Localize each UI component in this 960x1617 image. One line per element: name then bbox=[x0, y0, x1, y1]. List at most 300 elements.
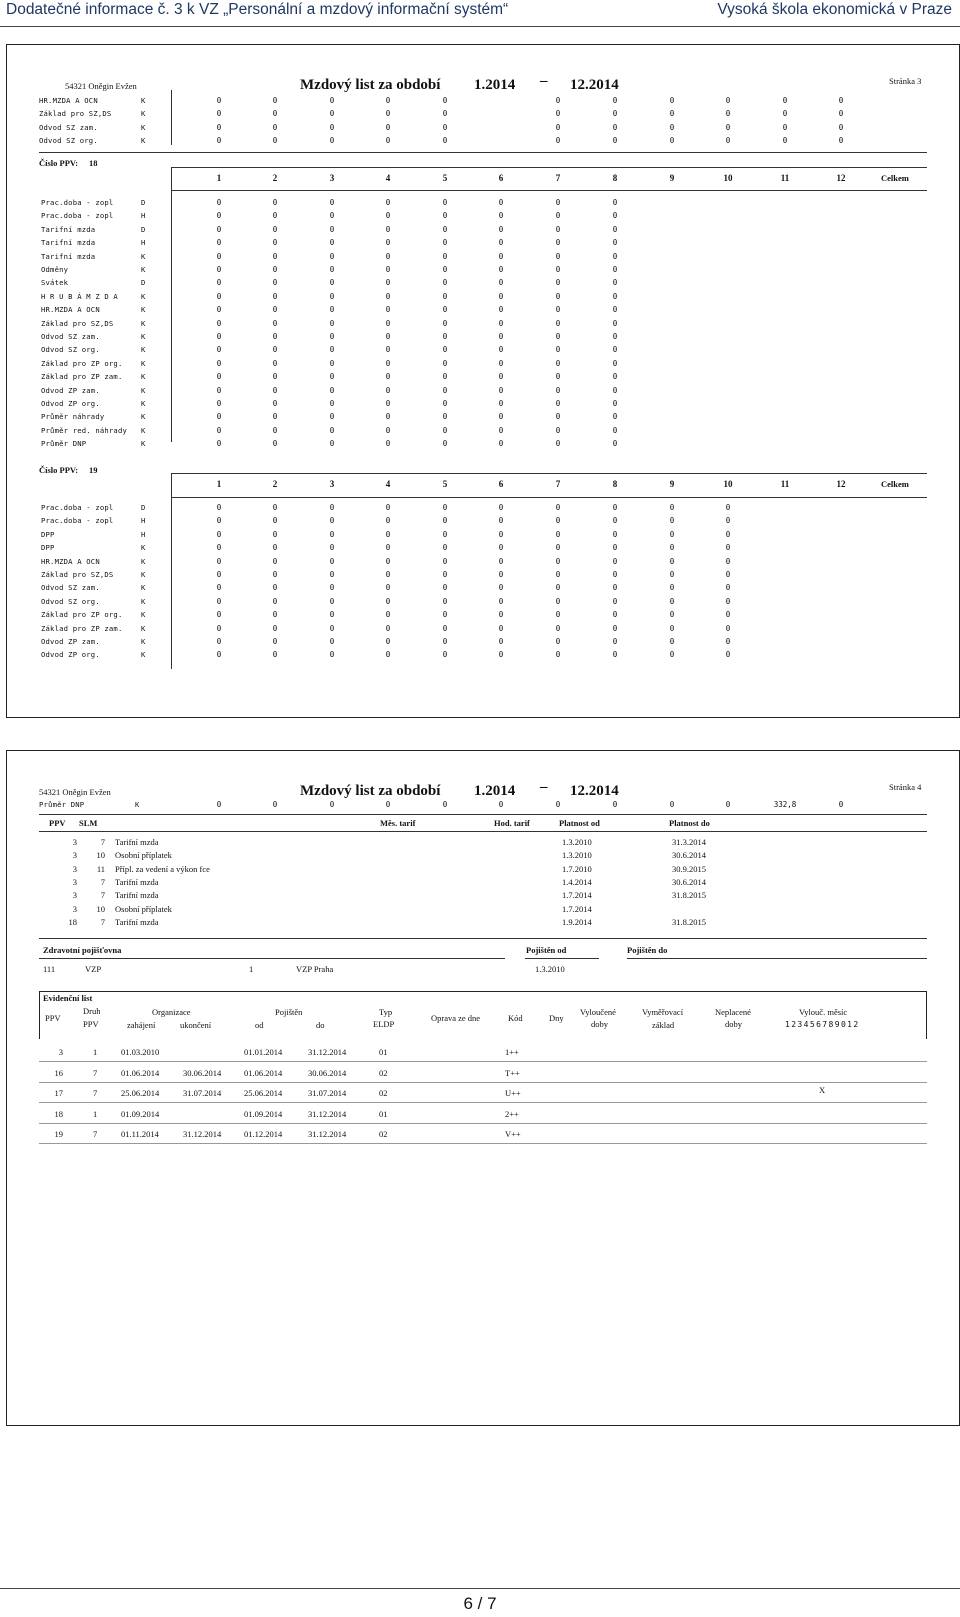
footer-line bbox=[0, 1588, 960, 1589]
row-value: 0 bbox=[612, 345, 618, 355]
row-value: 0 bbox=[612, 96, 618, 105]
row-value: 0 bbox=[612, 109, 618, 119]
row-value: 0 bbox=[329, 318, 335, 328]
tariff-slm: 7 bbox=[100, 837, 105, 847]
row-value: 0 bbox=[498, 412, 504, 422]
row-value: 0 bbox=[669, 800, 675, 809]
row-value: 0 bbox=[216, 238, 222, 248]
row-label: Průměr red. náhrady bbox=[41, 425, 128, 435]
row-value: 0 bbox=[555, 412, 561, 422]
row-code: K bbox=[141, 570, 146, 579]
evid-start: 01.06.2014 bbox=[121, 1067, 160, 1078]
row-value: 0 bbox=[216, 211, 222, 221]
row-value: 0 bbox=[612, 358, 618, 368]
row-value: 0 bbox=[329, 211, 335, 221]
insurance-from: 1.3.2010 bbox=[535, 964, 565, 974]
row-value: 0 bbox=[555, 556, 561, 566]
row-code: K bbox=[141, 543, 146, 553]
evid-mark: X bbox=[819, 1085, 826, 1095]
row-value: 0 bbox=[442, 238, 448, 248]
month-number: 6 bbox=[498, 173, 504, 183]
tariff-to: 31.8.2015 bbox=[672, 890, 706, 901]
row-value: 0 bbox=[725, 610, 731, 620]
row-value: 0 bbox=[725, 529, 731, 539]
row-value: 0 bbox=[216, 570, 222, 579]
row-value: 0 bbox=[385, 224, 391, 234]
row-value: 0 bbox=[555, 385, 561, 395]
row-value: 0 bbox=[385, 136, 391, 146]
tariff-from: 1.4.2014 bbox=[562, 876, 592, 887]
evid-start: 25.06.2014 bbox=[121, 1088, 160, 1098]
row-label: Tarifní mzda bbox=[41, 238, 96, 248]
row-value: 0 bbox=[612, 623, 618, 633]
insurance-num: 1 bbox=[249, 964, 254, 974]
evid-eldp: 02 bbox=[379, 1088, 388, 1098]
row-value: 0 bbox=[442, 529, 448, 539]
row-value: 0 bbox=[498, 198, 504, 207]
evid-h-eldp: ELDP bbox=[373, 1019, 395, 1029]
evid-title: Evidenční list bbox=[43, 993, 93, 1003]
row-value: 0 bbox=[385, 529, 391, 539]
row-value: 0 bbox=[385, 109, 391, 119]
evid-h-from: od bbox=[255, 1020, 264, 1030]
month-number: 6 bbox=[498, 479, 504, 489]
row-code: K bbox=[141, 637, 146, 646]
row-code: K bbox=[141, 556, 146, 566]
row-value: 0 bbox=[216, 136, 222, 146]
evid-start: 01.09.2014 bbox=[121, 1108, 160, 1119]
row-label: Odvod SZ zam. bbox=[41, 583, 100, 593]
row-value: 0 bbox=[669, 556, 675, 566]
row-value: 0 bbox=[612, 596, 618, 606]
row-value: 0 bbox=[329, 96, 335, 105]
row-value: 0 bbox=[385, 251, 391, 261]
row-value: 0 bbox=[385, 278, 391, 288]
row-value: 0 bbox=[272, 583, 278, 593]
row-value: 0 bbox=[216, 556, 222, 566]
row-value: 0 bbox=[669, 503, 675, 512]
row-value: 0 bbox=[498, 251, 504, 261]
row-value: 0 bbox=[555, 610, 561, 620]
row-value: 0 bbox=[329, 529, 335, 539]
row-value: 0 bbox=[442, 291, 448, 301]
row-value: 0 bbox=[385, 516, 391, 526]
row-value: 0 bbox=[498, 529, 504, 539]
row-value: 0 bbox=[555, 516, 561, 526]
row-value: 0 bbox=[385, 265, 391, 274]
row-code: K bbox=[141, 623, 146, 633]
row-value: 0 bbox=[838, 136, 844, 146]
row-label: Základ pro SZ,DS bbox=[41, 570, 114, 579]
row-value: 0 bbox=[442, 109, 448, 119]
row-value: 0 bbox=[272, 318, 278, 328]
row-value: 0 bbox=[329, 251, 335, 261]
row-code: H bbox=[141, 211, 146, 221]
tariff-name: Tarifní mzda bbox=[115, 916, 159, 927]
row-value: 0 bbox=[272, 800, 278, 809]
row-label: Základ pro ZP org. bbox=[41, 358, 123, 368]
tariff-header-ppv: PPV bbox=[49, 818, 66, 828]
evid-row-line bbox=[39, 1143, 927, 1144]
row-label: Odvod SZ org. bbox=[39, 136, 98, 146]
row-value: 0 bbox=[272, 610, 278, 620]
month-number: 9 bbox=[669, 479, 675, 489]
row-value: 0 bbox=[555, 238, 561, 248]
insurance-header-name: Zdravotní pojišťovna bbox=[43, 945, 122, 955]
row-value: 0 bbox=[498, 516, 504, 526]
row-value: 0 bbox=[442, 305, 448, 315]
row-value: 0 bbox=[442, 251, 448, 261]
row-value: 0 bbox=[329, 556, 335, 566]
month-number: 5 bbox=[442, 173, 448, 183]
row-value: 332,8 bbox=[773, 800, 797, 809]
row-value: 0 bbox=[385, 800, 391, 809]
row-value: 0 bbox=[272, 96, 278, 105]
row-code: K bbox=[141, 425, 146, 435]
row-value: 0 bbox=[612, 516, 618, 526]
row-value: 0 bbox=[725, 596, 731, 606]
row-value: 0 bbox=[725, 109, 731, 119]
section-line bbox=[39, 814, 927, 815]
row-value: 0 bbox=[442, 399, 448, 408]
row-value: 0 bbox=[442, 583, 448, 593]
section-line bbox=[39, 958, 505, 959]
row-value: 0 bbox=[442, 224, 448, 234]
evid-code: 1++ bbox=[505, 1047, 519, 1057]
row-value: 0 bbox=[498, 399, 504, 408]
tariff-ppv: 3 bbox=[72, 903, 77, 914]
row-value: 0 bbox=[498, 556, 504, 566]
row-value: 0 bbox=[272, 198, 278, 207]
row-value: 0 bbox=[329, 503, 335, 512]
row-code: K bbox=[141, 372, 146, 382]
evid-from: 01.01.2014 bbox=[244, 1047, 283, 1057]
row-value: 0 bbox=[385, 291, 391, 301]
row-value: 0 bbox=[272, 385, 278, 395]
row-value: 0 bbox=[329, 265, 335, 274]
row-value: 0 bbox=[442, 122, 448, 132]
row-value: 0 bbox=[555, 251, 561, 261]
row-label: Odvod ZP org. bbox=[41, 399, 100, 408]
month-number: 4 bbox=[385, 479, 391, 489]
row-value: 0 bbox=[272, 503, 278, 512]
row-value: 0 bbox=[216, 372, 222, 382]
evid-row-line bbox=[39, 1061, 927, 1062]
row-value: 0 bbox=[385, 372, 391, 382]
tariff-slm: 7 bbox=[100, 916, 105, 927]
row-code: K bbox=[141, 318, 146, 328]
row-value: 0 bbox=[498, 623, 504, 633]
tariff-name: Přípl. za vedení a výkon fce bbox=[115, 863, 210, 874]
row-value: 0 bbox=[498, 503, 504, 512]
row-value: 0 bbox=[782, 109, 788, 119]
insurance-short: VZP bbox=[85, 964, 102, 974]
row-value: 0 bbox=[329, 637, 335, 646]
row-value: 0 bbox=[555, 265, 561, 274]
row-code: D bbox=[141, 503, 146, 512]
row-value: 0 bbox=[442, 385, 448, 395]
row-value: 0 bbox=[385, 198, 391, 207]
evid-code: U++ bbox=[505, 1088, 521, 1098]
row-value: 0 bbox=[725, 556, 731, 566]
row-value: 0 bbox=[725, 543, 731, 553]
row-value: 0 bbox=[216, 332, 222, 341]
evid-type: 7 bbox=[93, 1067, 98, 1078]
row-value: 0 bbox=[498, 318, 504, 328]
sheet-title: Mzdový list za období bbox=[300, 77, 441, 93]
evid-type: 1 bbox=[93, 1108, 98, 1119]
row-value: 0 bbox=[498, 439, 504, 449]
row-value: 0 bbox=[216, 198, 222, 207]
row-value: 0 bbox=[498, 332, 504, 341]
row-label: Prac.doba - zopl bbox=[41, 211, 114, 221]
period-from: 1.2014 bbox=[474, 783, 516, 799]
row-value: 0 bbox=[385, 345, 391, 355]
period-dash: – bbox=[540, 779, 548, 795]
evid-h-druh2: PPV bbox=[83, 1019, 99, 1029]
row-label: Základ pro ZP zam. bbox=[41, 372, 123, 382]
column-divider bbox=[171, 90, 172, 145]
row-value: 0 bbox=[329, 650, 335, 660]
evid-h-to: do bbox=[316, 1020, 325, 1030]
section-line bbox=[171, 167, 927, 168]
evid-h-correction: Oprava ze dne bbox=[431, 1013, 481, 1023]
evid-type: 7 bbox=[93, 1129, 98, 1139]
row-value: 0 bbox=[612, 332, 618, 341]
row-value: 0 bbox=[555, 439, 561, 449]
row-value: 0 bbox=[555, 570, 561, 579]
row-code: K bbox=[141, 122, 146, 132]
row-value: 0 bbox=[329, 543, 335, 553]
row-value: 0 bbox=[498, 596, 504, 606]
row-value: 0 bbox=[216, 543, 222, 553]
row-value: 0 bbox=[272, 570, 278, 579]
row-value: 0 bbox=[612, 305, 618, 315]
row-value: 0 bbox=[612, 251, 618, 261]
row-value: 0 bbox=[385, 358, 391, 368]
evid-type: 7 bbox=[93, 1088, 98, 1098]
row-code: H bbox=[141, 238, 146, 248]
row-code: K bbox=[141, 610, 146, 620]
row-value: 0 bbox=[442, 623, 448, 633]
row-value: 0 bbox=[725, 570, 731, 579]
row-value: 0 bbox=[329, 122, 335, 132]
section-line bbox=[171, 473, 927, 474]
evid-ppv: 19 bbox=[54, 1129, 63, 1139]
row-value: 0 bbox=[498, 305, 504, 315]
row-label: HR.MZDA A OCN bbox=[41, 305, 100, 315]
row-label: Prac.doba - zopl bbox=[41, 503, 114, 512]
row-value: 0 bbox=[555, 291, 561, 301]
row-code: K bbox=[141, 96, 146, 105]
row-value: 0 bbox=[669, 596, 675, 606]
row-value: 0 bbox=[725, 96, 731, 105]
row-code: D bbox=[141, 198, 146, 207]
row-value: 0 bbox=[612, 224, 618, 234]
evid-h-days: Dny bbox=[549, 1013, 564, 1023]
row-value: 0 bbox=[442, 570, 448, 579]
row-value: 0 bbox=[498, 224, 504, 234]
evid-eldp: 02 bbox=[379, 1129, 388, 1139]
month-number: 8 bbox=[612, 479, 618, 489]
evid-from: 01.09.2014 bbox=[244, 1108, 283, 1119]
row-value: 0 bbox=[612, 412, 618, 422]
tariff-from: 1.3.2010 bbox=[562, 850, 592, 861]
tariff-name: Osobní příplatek bbox=[115, 850, 172, 861]
row-value: 0 bbox=[555, 399, 561, 408]
row-value: 0 bbox=[329, 610, 335, 620]
row-value: 0 bbox=[385, 385, 391, 395]
row-value: 0 bbox=[385, 238, 391, 248]
page-number: 6 / 7 bbox=[463, 1594, 497, 1613]
row-value: 0 bbox=[216, 345, 222, 355]
month-number: 12 bbox=[836, 173, 846, 183]
tariff-from: 1.9.2014 bbox=[562, 916, 592, 927]
row-value: 0 bbox=[498, 278, 504, 288]
evid-h-excluded: Vyloučené bbox=[580, 1007, 616, 1017]
row-value: 0 bbox=[555, 224, 561, 234]
row-value: 0 bbox=[669, 583, 675, 593]
section-line bbox=[525, 958, 599, 959]
row-label: Prac.doba - zopl bbox=[41, 198, 114, 207]
row-value: 0 bbox=[216, 305, 222, 315]
row-value: 0 bbox=[498, 385, 504, 395]
evid-h-unpaid: Neplacené bbox=[715, 1007, 751, 1017]
row-value: 0 bbox=[612, 238, 618, 248]
row-value: 0 bbox=[498, 358, 504, 368]
row-value: 0 bbox=[442, 96, 448, 105]
evid-to: 31.07.2014 bbox=[308, 1088, 347, 1098]
row-value: 0 bbox=[498, 265, 504, 274]
insurance-code: 111 bbox=[43, 964, 56, 974]
section-line bbox=[171, 497, 927, 498]
row-value: 0 bbox=[442, 332, 448, 341]
evid-to: 31.12.2014 bbox=[308, 1108, 347, 1119]
row-value: 0 bbox=[725, 637, 731, 646]
row-value: 0 bbox=[216, 516, 222, 526]
row-value: 0 bbox=[329, 583, 335, 593]
row-value: 0 bbox=[272, 332, 278, 341]
row-value: 0 bbox=[498, 345, 504, 355]
row-value: 0 bbox=[216, 122, 222, 132]
row-value: 0 bbox=[555, 596, 561, 606]
tariff-ppv: 3 bbox=[72, 837, 77, 847]
row-value: 0 bbox=[442, 318, 448, 328]
row-value: 0 bbox=[385, 332, 391, 341]
row-label: Svátek bbox=[41, 278, 69, 288]
month-number: 11 bbox=[780, 173, 790, 183]
row-value: 0 bbox=[329, 345, 335, 355]
row-value: 0 bbox=[669, 529, 675, 539]
row-value: 0 bbox=[442, 543, 448, 553]
evid-from: 25.06.2014 bbox=[244, 1088, 283, 1098]
row-value: 0 bbox=[442, 358, 448, 368]
row-value: 0 bbox=[329, 516, 335, 526]
evid-h-base: Vyměřovací bbox=[642, 1007, 684, 1017]
row-value: 0 bbox=[216, 251, 222, 261]
tariff-slm: 7 bbox=[100, 876, 105, 887]
row-label: Základ pro ZP org. bbox=[41, 610, 123, 620]
row-value: 0 bbox=[272, 543, 278, 553]
row-code: K bbox=[141, 385, 146, 395]
row-value: 0 bbox=[555, 503, 561, 512]
row-value: 0 bbox=[555, 318, 561, 328]
evid-to: 31.12.2014 bbox=[308, 1047, 347, 1057]
tariff-to: 31.8.2015 bbox=[672, 916, 706, 927]
row-value: 0 bbox=[216, 503, 222, 512]
row-value: 0 bbox=[555, 122, 561, 132]
row-value: 0 bbox=[442, 556, 448, 566]
month-number: 3 bbox=[329, 173, 335, 183]
row-value: 0 bbox=[442, 516, 448, 526]
ppv-label: Číslo PPV: bbox=[39, 465, 79, 475]
period-from: 1.2014 bbox=[474, 77, 516, 93]
month-number: 7 bbox=[555, 173, 561, 183]
row-value: 0 bbox=[725, 583, 731, 593]
row-value: 0 bbox=[216, 109, 222, 119]
row-label: Průměr náhrady bbox=[41, 412, 105, 422]
section-line bbox=[171, 190, 927, 191]
row-label: HR.MZDA A OCN bbox=[39, 96, 98, 105]
row-value: 0 bbox=[669, 516, 675, 526]
row-value: 0 bbox=[612, 136, 618, 146]
section-line bbox=[39, 831, 927, 832]
row-code: D bbox=[141, 224, 146, 234]
row-value: 0 bbox=[555, 211, 561, 221]
evid-h-type: Typ bbox=[379, 1007, 393, 1017]
row-label: Tarifní mzda bbox=[41, 251, 96, 261]
ppv-number: 19 bbox=[89, 465, 98, 475]
row-value: 0 bbox=[612, 265, 618, 274]
row-value: 0 bbox=[612, 385, 618, 395]
tariff-to: 30.9.2015 bbox=[672, 863, 706, 874]
evid-row-line bbox=[39, 1102, 927, 1103]
row-value: 0 bbox=[329, 425, 335, 435]
row-value: 0 bbox=[555, 800, 561, 809]
row-value: 0 bbox=[216, 596, 222, 606]
row-value: 0 bbox=[272, 372, 278, 382]
row-value: 0 bbox=[272, 136, 278, 146]
row-value: 0 bbox=[272, 516, 278, 526]
row-value: 0 bbox=[385, 570, 391, 579]
row-value: 0 bbox=[612, 372, 618, 382]
row-value: 0 bbox=[498, 291, 504, 301]
row-value: 0 bbox=[555, 136, 561, 146]
row-code: K bbox=[141, 412, 146, 422]
row-value: 0 bbox=[498, 543, 504, 553]
row-value: 0 bbox=[272, 291, 278, 301]
row-value: 0 bbox=[329, 358, 335, 368]
tariff-ppv: 3 bbox=[72, 876, 77, 887]
row-value: 0 bbox=[216, 583, 222, 593]
row-value: 0 bbox=[498, 800, 504, 809]
row-value: 0 bbox=[612, 318, 618, 328]
row-value: 0 bbox=[555, 623, 561, 633]
row-value: 0 bbox=[669, 570, 675, 579]
row-label: DPP bbox=[41, 543, 55, 553]
row-value: 0 bbox=[725, 136, 731, 146]
tariff-to: 31.3.2014 bbox=[672, 837, 706, 847]
row-code: H bbox=[141, 529, 146, 539]
row-value: 0 bbox=[329, 332, 335, 341]
evid-h-start: zahájení bbox=[127, 1020, 156, 1030]
row-value: 0 bbox=[442, 211, 448, 221]
row-value: 0 bbox=[216, 637, 222, 646]
row-value: 0 bbox=[838, 109, 844, 119]
row-value: 0 bbox=[725, 800, 731, 809]
evid-h-insured: Pojištěn bbox=[275, 1007, 303, 1017]
row-value: 0 bbox=[272, 399, 278, 408]
